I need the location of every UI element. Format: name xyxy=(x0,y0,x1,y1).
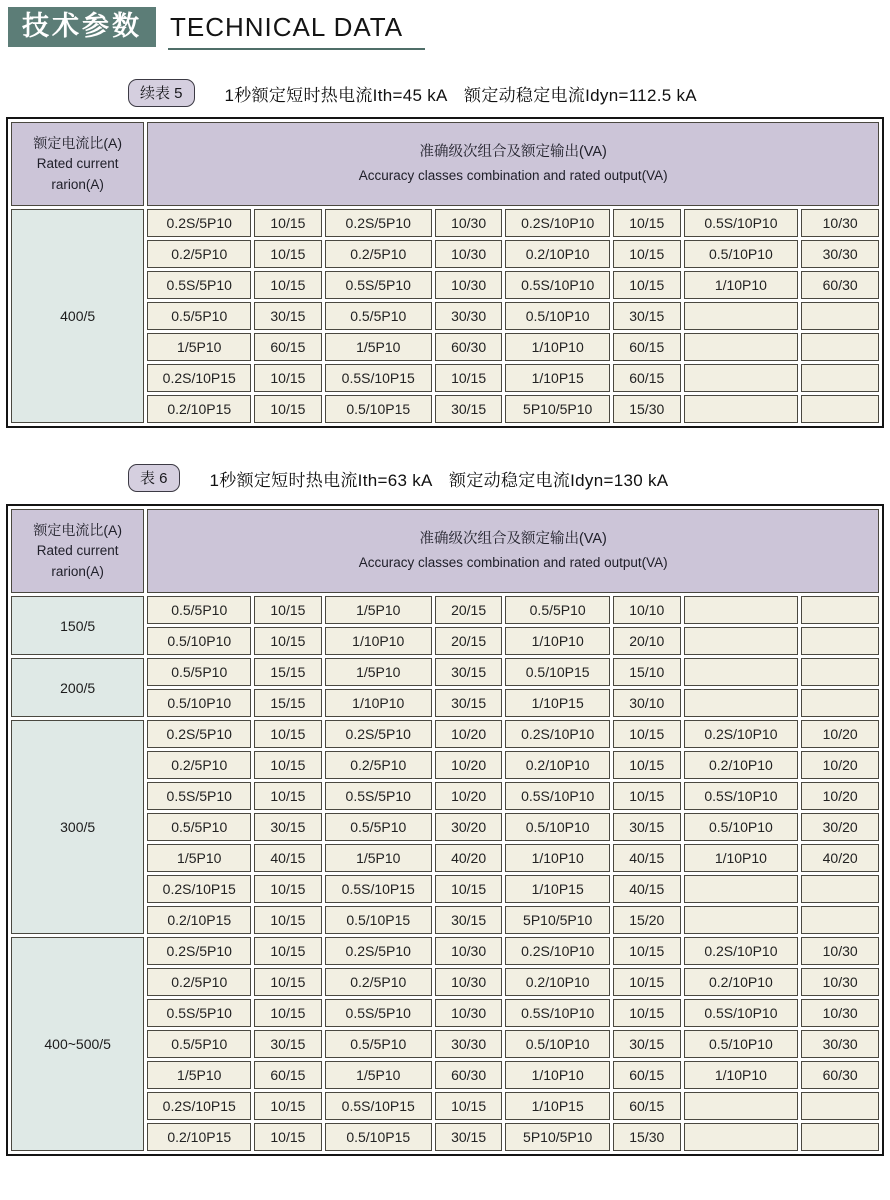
spec-cell: 1/10P15 xyxy=(505,689,610,717)
spec-cell: 10/15 xyxy=(613,968,681,996)
spec-cell: 1/10P10 xyxy=(684,271,799,299)
spec-cell: 0.2S/10P10 xyxy=(505,937,610,965)
spec-cell: 1/10P15 xyxy=(505,1092,610,1120)
spec-cell: 10/20 xyxy=(801,751,879,779)
spec-cell: 0.5S/5P10 xyxy=(325,271,432,299)
spec-cell: 0.2/10P10 xyxy=(684,968,799,996)
spec-cell: 10/30 xyxy=(435,999,503,1027)
spec-cell: 0.2/5P10 xyxy=(325,968,432,996)
spec-cell: 0.5S/10P10 xyxy=(684,209,799,237)
empty-cell xyxy=(684,627,799,655)
spec-cell: 30/15 xyxy=(613,1030,681,1058)
spec-cell: 0.5/10P10 xyxy=(147,689,251,717)
spec-cell: 0.5S/10P10 xyxy=(505,271,610,299)
spec-cell: 0.5/5P10 xyxy=(147,596,251,624)
spec-cell: 30/30 xyxy=(435,1030,503,1058)
empty-cell xyxy=(801,627,879,655)
spec-cell: 0.5S/10P15 xyxy=(325,1092,432,1120)
spec-cell: 0.2S/5P10 xyxy=(325,937,432,965)
table-badge: 续表 5 xyxy=(128,79,195,107)
spec-cell: 10/20 xyxy=(801,782,879,810)
table-header-row xyxy=(11,509,879,593)
spec-cell: 10/10 xyxy=(613,596,681,624)
spec-cell: 30/30 xyxy=(801,1030,879,1058)
spec-cell: 30/15 xyxy=(254,813,322,841)
table-title: 1秒额定短时热电流Ith=63 kA 额定动稳定电流Idyn=130 kA xyxy=(209,470,669,490)
spec-cell: 1/5P10 xyxy=(325,658,432,686)
spec-cell: 15/10 xyxy=(613,658,681,686)
current-ratio-label: 400/5 xyxy=(11,209,144,423)
empty-cell xyxy=(801,596,879,624)
current-ratio-label: 150/5 xyxy=(11,596,144,655)
spec-cell: 10/30 xyxy=(801,937,879,965)
empty-cell xyxy=(801,1123,879,1151)
spec-cell: 0.5/5P10 xyxy=(147,1030,251,1058)
spec-cell: 0.2/10P10 xyxy=(505,751,610,779)
empty-cell xyxy=(684,333,799,361)
empty-cell xyxy=(684,364,799,392)
spec-cell: 10/15 xyxy=(254,875,322,903)
spec-cell: 0.5/10P15 xyxy=(325,906,432,934)
spec-cell: 1/5P10 xyxy=(147,844,251,872)
spec-cell: 10/30 xyxy=(435,209,503,237)
spec-cell: 1/10P10 xyxy=(505,844,610,872)
spec-cell: 40/20 xyxy=(801,844,879,872)
spec-cell: 0.2/10P10 xyxy=(505,968,610,996)
page-header xyxy=(8,5,884,57)
spec-cell: 10/20 xyxy=(801,720,879,748)
spec-cell: 10/15 xyxy=(254,627,322,655)
spec-cell: 0.5/5P10 xyxy=(325,813,432,841)
spec-cell: 40/15 xyxy=(613,875,681,903)
spec-cell: 10/30 xyxy=(801,999,879,1027)
table-row xyxy=(11,720,879,748)
spec-cell: 0.5/10P10 xyxy=(684,813,799,841)
spec-cell: 0.2S/5P10 xyxy=(325,209,432,237)
spec-cell: 10/30 xyxy=(435,937,503,965)
spec-cell: 30/15 xyxy=(613,302,681,330)
spec-cell: 10/15 xyxy=(254,209,322,237)
table-caption-row xyxy=(128,464,884,492)
table-section-6 xyxy=(6,464,884,1156)
spec-cell: 60/15 xyxy=(613,364,681,392)
spec-cell: 1/5P10 xyxy=(147,1061,251,1089)
current-ratio-label: 400~500/5 xyxy=(11,937,144,1151)
empty-cell xyxy=(684,596,799,624)
spec-cell: 10/15 xyxy=(254,751,322,779)
empty-cell xyxy=(684,875,799,903)
spec-cell: 10/15 xyxy=(254,1123,322,1151)
spec-cell: 0.2S/5P10 xyxy=(147,209,251,237)
spec-cell: 1/10P10 xyxy=(684,1061,799,1089)
spec-cell: 1/5P10 xyxy=(325,1061,432,1089)
spec-cell: 10/15 xyxy=(435,875,503,903)
spec-cell: 0.5/5P10 xyxy=(147,302,251,330)
spec-cell: 40/15 xyxy=(613,844,681,872)
spec-cell: 0.2S/10P15 xyxy=(147,1092,251,1120)
spec-cell: 10/15 xyxy=(254,1092,322,1120)
spec-cell: 0.5S/5P10 xyxy=(147,271,251,299)
empty-cell xyxy=(684,689,799,717)
spec-cell: 30/15 xyxy=(435,395,503,423)
spec-cell: 15/15 xyxy=(254,658,322,686)
spec-cell: 60/30 xyxy=(435,1061,503,1089)
empty-cell xyxy=(801,302,879,330)
spec-cell: 0.5S/10P10 xyxy=(684,999,799,1027)
spec-cell: 5P10/5P10 xyxy=(505,906,610,934)
table-row xyxy=(11,596,879,624)
spec-cell: 10/30 xyxy=(435,968,503,996)
spec-table-2 xyxy=(6,504,884,1156)
spec-cell: 0.5S/5P10 xyxy=(325,782,432,810)
table-header-row xyxy=(11,122,879,206)
spec-cell: 0.5/5P10 xyxy=(325,302,432,330)
spec-cell: 10/15 xyxy=(254,240,322,268)
spec-cell: 10/15 xyxy=(613,209,681,237)
spec-cell: 0.5S/5P10 xyxy=(147,782,251,810)
spec-cell: 30/10 xyxy=(613,689,681,717)
table-row xyxy=(11,937,879,965)
spec-cell: 0.2S/10P15 xyxy=(147,364,251,392)
spec-cell: 10/15 xyxy=(254,596,322,624)
spec-cell: 30/20 xyxy=(801,813,879,841)
spec-cell: 0.5/10P15 xyxy=(325,1123,432,1151)
spec-cell: 0.5/10P10 xyxy=(505,302,610,330)
spec-cell: 0.5S/10P10 xyxy=(505,782,610,810)
spec-cell: 60/15 xyxy=(613,1092,681,1120)
spec-cell: 10/15 xyxy=(254,906,322,934)
spec-cell: 60/15 xyxy=(613,1061,681,1089)
spec-cell: 10/15 xyxy=(254,782,322,810)
empty-cell xyxy=(801,364,879,392)
spec-cell: 10/15 xyxy=(254,720,322,748)
table-caption-row xyxy=(128,79,884,107)
spec-cell: 10/15 xyxy=(613,271,681,299)
spec-cell: 0.2/10P10 xyxy=(684,751,799,779)
spec-cell: 1/10P10 xyxy=(684,844,799,872)
spec-cell: 20/10 xyxy=(613,627,681,655)
spec-cell: 60/30 xyxy=(801,1061,879,1089)
spec-cell: 0.5/5P10 xyxy=(325,1030,432,1058)
empty-cell xyxy=(801,395,879,423)
en-title: TECHNICAL DATA xyxy=(170,12,404,42)
spec-cell: 0.2S/10P10 xyxy=(684,937,799,965)
spec-cell: 10/15 xyxy=(254,271,322,299)
table-row xyxy=(11,209,879,237)
spec-cell: 1/5P10 xyxy=(325,333,432,361)
empty-cell xyxy=(801,658,879,686)
zh-title-block xyxy=(8,7,156,47)
empty-cell xyxy=(801,875,879,903)
empty-cell xyxy=(801,689,879,717)
spec-cell: 0.5/10P10 xyxy=(684,240,799,268)
spec-cell: 15/20 xyxy=(613,906,681,934)
spec-cell: 0.2/10P15 xyxy=(147,395,251,423)
spec-cell: 0.5S/10P15 xyxy=(325,364,432,392)
spec-cell: 0.5S/5P10 xyxy=(147,999,251,1027)
zh-title: 技术参数 xyxy=(22,11,142,41)
spec-cell: 0.2S/10P10 xyxy=(505,720,610,748)
spec-cell: 30/15 xyxy=(435,906,503,934)
spec-cell: 0.5S/5P10 xyxy=(325,999,432,1027)
spec-cell: 15/30 xyxy=(613,1123,681,1151)
spec-cell: 0.2/5P10 xyxy=(325,240,432,268)
spec-cell: 0.2S/5P10 xyxy=(325,720,432,748)
spec-cell: 5P10/5P10 xyxy=(505,1123,610,1151)
spec-cell: 0.2/10P15 xyxy=(147,1123,251,1151)
spec-cell: 60/15 xyxy=(613,333,681,361)
current-ratio-label: 200/5 xyxy=(11,658,144,717)
spec-cell: 30/30 xyxy=(435,302,503,330)
spec-cell: 0.2/5P10 xyxy=(147,240,251,268)
empty-cell xyxy=(684,395,799,423)
spec-cell: 0.2S/5P10 xyxy=(147,720,251,748)
spec-cell: 0.2S/10P10 xyxy=(684,720,799,748)
table-row xyxy=(11,658,879,686)
empty-cell xyxy=(801,906,879,934)
spec-cell: 40/20 xyxy=(435,844,503,872)
spec-cell: 10/15 xyxy=(613,751,681,779)
spec-cell: 10/30 xyxy=(801,209,879,237)
spec-cell: 0.5/10P15 xyxy=(505,658,610,686)
spec-cell: 10/15 xyxy=(613,240,681,268)
spec-cell: 0.2/5P10 xyxy=(147,751,251,779)
spec-cell: 30/20 xyxy=(435,813,503,841)
spec-cell: 0.5/10P15 xyxy=(325,395,432,423)
spec-cell: 10/15 xyxy=(435,364,503,392)
spec-cell: 15/30 xyxy=(613,395,681,423)
spec-cell: 0.5/5P10 xyxy=(505,596,610,624)
spec-cell: 10/30 xyxy=(435,240,503,268)
spec-cell: 10/15 xyxy=(254,968,322,996)
spec-cell: 0.5S/10P10 xyxy=(505,999,610,1027)
spec-cell: 1/10P15 xyxy=(505,364,610,392)
empty-cell xyxy=(684,906,799,934)
spec-cell: 0.5/5P10 xyxy=(147,658,251,686)
empty-cell xyxy=(801,1092,879,1120)
spec-cell: 0.2S/5P10 xyxy=(147,937,251,965)
spec-cell: 40/15 xyxy=(254,844,322,872)
spec-cell: 20/15 xyxy=(435,627,503,655)
spec-cell: 0.2S/10P15 xyxy=(147,875,251,903)
spec-cell: 60/15 xyxy=(254,1061,322,1089)
current-ratio-label: 300/5 xyxy=(11,720,144,934)
empty-cell xyxy=(684,658,799,686)
spec-cell: 1/5P10 xyxy=(147,333,251,361)
spec-cell: 30/30 xyxy=(801,240,879,268)
spec-cell: 5P10/5P10 xyxy=(505,395,610,423)
spec-cell: 30/15 xyxy=(435,689,503,717)
spec-cell: 60/30 xyxy=(435,333,503,361)
spec-cell: 30/15 xyxy=(254,302,322,330)
spec-cell: 60/30 xyxy=(801,271,879,299)
spec-cell: 1/10P10 xyxy=(505,1061,610,1089)
spec-table-1 xyxy=(6,117,884,428)
spec-cell: 1/10P10 xyxy=(325,627,432,655)
spec-cell: 10/15 xyxy=(613,999,681,1027)
empty-cell xyxy=(684,1092,799,1120)
spec-cell: 30/15 xyxy=(435,1123,503,1151)
spec-cell: 10/20 xyxy=(435,720,503,748)
spec-cell: 15/15 xyxy=(254,689,322,717)
empty-cell xyxy=(684,1123,799,1151)
spec-cell: 0.2/10P15 xyxy=(147,906,251,934)
spec-cell: 0.5/10P10 xyxy=(505,1030,610,1058)
spec-cell: 10/15 xyxy=(613,937,681,965)
spec-cell: 10/20 xyxy=(435,751,503,779)
spec-cell: 10/15 xyxy=(613,720,681,748)
spec-cell: 1/5P10 xyxy=(325,844,432,872)
spec-cell: 0.5/10P10 xyxy=(147,627,251,655)
spec-cell: 10/15 xyxy=(254,395,322,423)
table-title: 1秒额定短时热电流Ith=45 kA 额定动稳定电流Idyn=112.5 kA xyxy=(224,85,697,105)
spec-cell: 0.2/10P10 xyxy=(505,240,610,268)
spec-cell: 0.2/5P10 xyxy=(147,968,251,996)
empty-cell xyxy=(684,302,799,330)
spec-cell: 30/15 xyxy=(435,658,503,686)
spec-cell: 0.5/10P10 xyxy=(505,813,610,841)
accuracy-classes-header: 准确级次组合及额定输出(VA) Accuracy classes combination and rated output(VA) xyxy=(147,509,879,593)
spec-cell: 1/10P10 xyxy=(325,689,432,717)
spec-cell: 20/15 xyxy=(435,596,503,624)
spec-cell: 10/15 xyxy=(254,999,322,1027)
spec-cell: 10/15 xyxy=(254,364,322,392)
spec-cell: 0.5/10P10 xyxy=(684,1030,799,1058)
spec-cell: 10/30 xyxy=(801,968,879,996)
spec-cell: 10/30 xyxy=(435,271,503,299)
en-title-underline xyxy=(168,14,425,50)
empty-cell xyxy=(801,333,879,361)
accuracy-classes-header: 准确级次组合及额定输出(VA) Accuracy classes combination and rated output(VA) xyxy=(147,122,879,206)
spec-cell: 0.5S/10P10 xyxy=(684,782,799,810)
spec-cell: 10/15 xyxy=(254,937,322,965)
table-badge: 表 6 xyxy=(128,464,180,492)
spec-cell: 10/15 xyxy=(435,1092,503,1120)
spec-cell: 1/5P10 xyxy=(325,596,432,624)
spec-cell: 0.5/5P10 xyxy=(147,813,251,841)
spec-cell: 0.2S/10P10 xyxy=(505,209,610,237)
spec-cell: 10/20 xyxy=(435,782,503,810)
spec-cell: 1/10P15 xyxy=(505,875,610,903)
spec-cell: 0.5S/10P15 xyxy=(325,875,432,903)
spec-cell: 60/15 xyxy=(254,333,322,361)
spec-cell: 0.2/5P10 xyxy=(325,751,432,779)
spec-cell: 1/10P10 xyxy=(505,333,610,361)
spec-cell: 30/15 xyxy=(254,1030,322,1058)
spec-cell: 10/15 xyxy=(613,782,681,810)
rated-current-ratio-header: 额定电流比(A) Rated current rarion(A) xyxy=(11,509,144,593)
spec-cell: 30/15 xyxy=(613,813,681,841)
rated-current-ratio-header: 额定电流比(A) Rated current rarion(A) xyxy=(11,122,144,206)
spec-cell: 1/10P10 xyxy=(505,627,610,655)
table-section-continued-5 xyxy=(6,79,884,428)
